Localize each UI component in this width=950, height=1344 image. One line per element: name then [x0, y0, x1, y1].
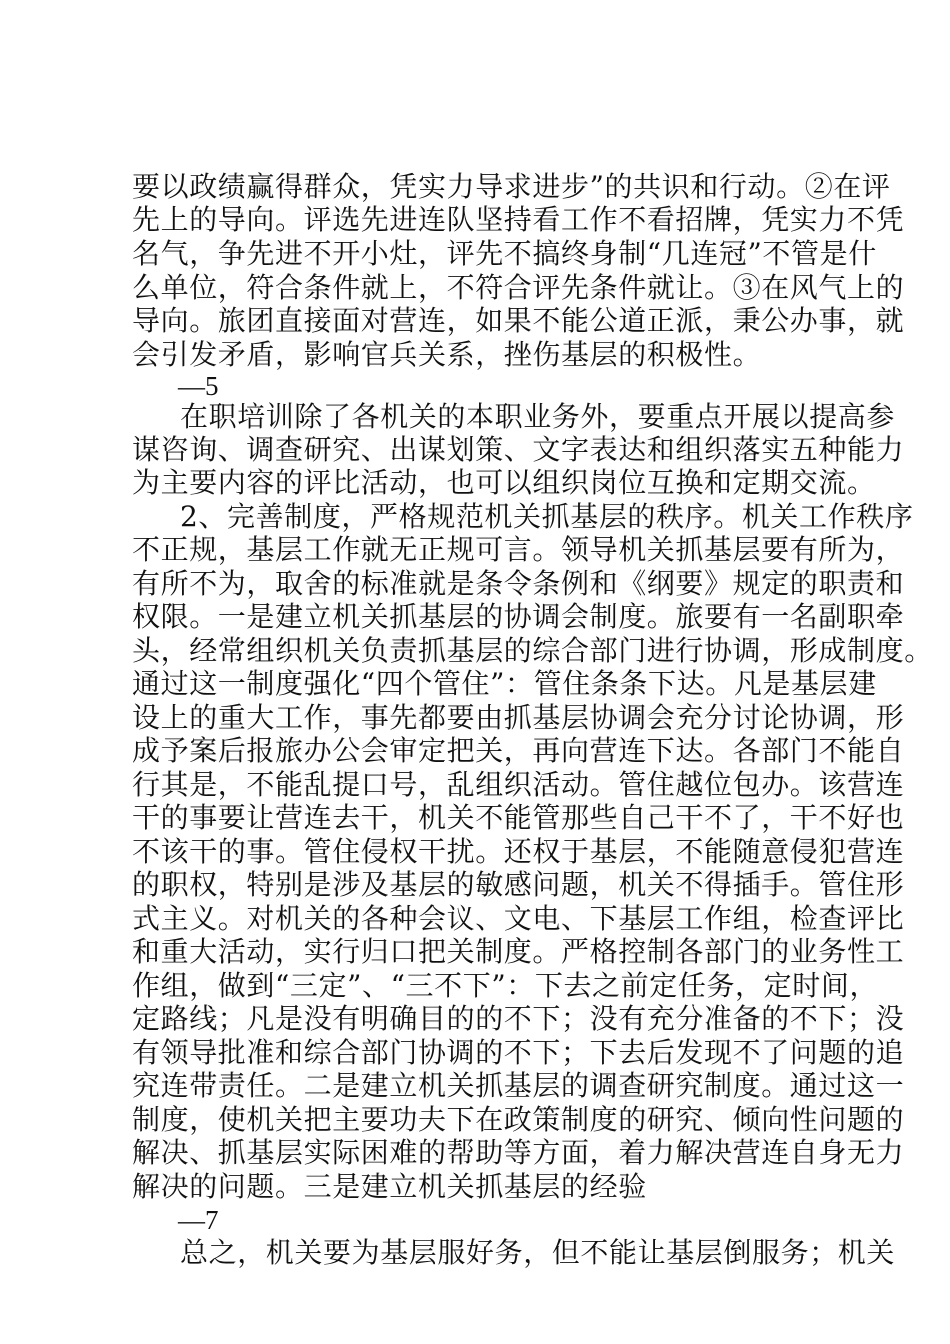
text-line: 不正规，基层工作就无正规可言。领导机关抓基层要有所为，	[132, 533, 905, 566]
text-line: 总之，机关要为基层服好务，但不能让基层倒服务；机关	[180, 1236, 896, 1269]
text-line: 2、完善制度，严格规范机关抓基层的秩序。机关工作秩序	[180, 500, 914, 533]
text-line: 谋咨询、调查研究、出谋划策、文字表达和组织落实五种能力	[132, 433, 905, 466]
text-line: 制度，使机关把主要功夫下在政策制度的研究、倾向性问题的	[132, 1103, 905, 1136]
text-line: 解决、抓基层实际困难的帮助等方面，着力解决营连自身无力	[132, 1136, 905, 1169]
text-line: 先上的导向。评选先进连队坚持看工作不看招牌，凭实力不凭	[132, 203, 905, 236]
text-line: 么单位，符合条件就上，不符合评先条件就让。③在风气上的	[132, 271, 905, 304]
text-line: 行其是，不能乱提口号，乱组织活动。管住越位包办。该营连	[132, 768, 905, 801]
text-line: 不该干的事。管住侵权干扰。还权于基层，不能随意侵犯营连	[132, 835, 905, 868]
text-line: 和重大活动，实行归口把关制度。严格控制各部门的业务性工	[132, 935, 905, 968]
text-line: 究连带责任。二是建立机关抓基层的调查研究制度。通过这一	[132, 1069, 905, 1102]
text-line: 干的事要让营连去干，机关不能管那些自己干不了，干不好也	[132, 801, 905, 834]
text-line: 头，经常组织机关负责抓基层的综合部门进行协调，形成制度。	[132, 634, 933, 667]
text-line: 会引发矛盾，影响官兵关系，挫伤基层的积极性。	[132, 338, 762, 371]
text-line: 在职培训除了各机关的本职业务外，要重点开展以提高参	[180, 400, 896, 433]
text-line: 要以政绩赢得群众，凭实力导求进步”的共识和行动。②在评	[132, 170, 891, 203]
text-line: 名气，争先进不开小灶，评先不搞终身制“几连冠”不管是什	[132, 237, 877, 270]
page-marker: —7	[178, 1205, 219, 1235]
text-line: 成予案后报旅办公会审定把关，再向营连下达。各部门不能自	[132, 734, 905, 767]
text-line: 权限。一是建立机关抓基层的协调会制度。旅要有一名副职牵	[132, 600, 905, 633]
text-line: 解决的问题。三是建立机关抓基层的经验	[132, 1170, 647, 1203]
page-marker: —5	[178, 371, 219, 401]
text-line: 通过这一制度强化“四个管住”：管住条条下达。凡是基层建	[132, 667, 877, 700]
text-line: 有所不为，取舍的标准就是条令条例和《纲要》规定的职责和	[132, 567, 905, 600]
text-line: 有领导批准和综合部门协调的不下；下去后发现不了问题的追	[132, 1036, 905, 1069]
text-line: 设上的重大工作，事先都要由抓基层协调会充分讨论协调，形	[132, 701, 905, 734]
text-line: 导向。旅团直接面对营连，如果不能公道正派，秉公办事，就	[132, 304, 905, 337]
text-line: 定路线；凡是没有明确目的的不下；没有充分准备的不下；没	[132, 1002, 905, 1035]
text-line: 的职权，特别是涉及基层的敏感问题，机关不得插手。管住形	[132, 868, 905, 901]
text-line: 作组，做到“三定”、“三不下”：下去之前定任务，定时间，	[132, 969, 879, 1002]
text-line: 为主要内容的评比活动，也可以组织岗位互换和定期交流。	[132, 466, 876, 499]
text-line: 式主义。对机关的各种会议、文电、下基层工作组，检查评比	[132, 902, 905, 935]
